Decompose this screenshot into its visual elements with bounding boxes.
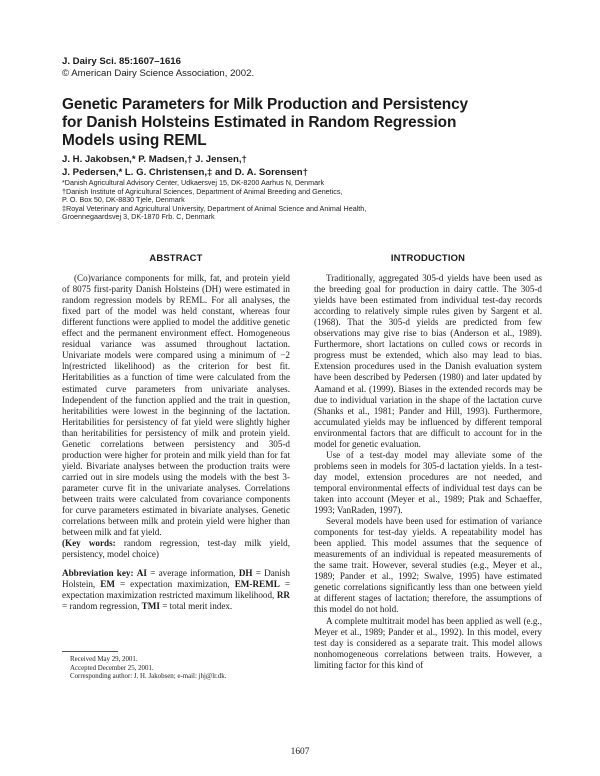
keywords-label: (Key words: bbox=[62, 538, 116, 549]
abstract-heading: ABSTRACT bbox=[149, 252, 203, 263]
abbrev-def: = expectation maximization restricted maximum likelihood, bbox=[62, 579, 291, 601]
abbrev-def: = expectation maximization, bbox=[119, 579, 230, 590]
abbrev-term: DH bbox=[238, 568, 253, 579]
abbreviation-key-label: Abbreviation key: bbox=[62, 568, 134, 579]
abstract-body: (Co)variance components for milk, fat, and protein yield of 8075 first-parity Danish Holsteins (DH) were estimated in random regression models by REML. For all analyses, the fixed part of the model was held constant, whereas four different functions were applied to model the additive genetic effect and the permanent environment effect. Homogeneous residual variance was assumed throughout lactation. Univariate models were compared using a minimum of −2 ln(restricted likelihood) as the criterion for best fit. Heritabilities as a function of time were calculated from the estimated curve parameters from univariate analyses. Independent of the function applied and the trait in question, heritabilities were lowest in the beginning of the lactation. Heritabilities for persistency of fat yield were slightly higher than heritabilities for persistency of milk and protein yield. Genetic correlations between persistency and 305-d production were higher for protein and milk yield than for fat yield. Bivariate analyses between the production traits were carried out in sire models using the models with the best 3-parameter curve fit in the univariate analyses. Correlations between traits were calculated from covariance components for curve parameters estimated in bivariate analyses. Genetic correlations between milk and protein yield were higher than between milk and fat yield. bbox=[62, 273, 290, 538]
abbrev-term: EM-REML bbox=[234, 579, 280, 590]
accepted-date: Accepted December 25, 2001. bbox=[70, 664, 154, 672]
affiliation-line: Groennegaardsvej 3, DK-1870 Frb. C, Denmark bbox=[62, 212, 215, 222]
abbrev-def: = average information, bbox=[150, 568, 236, 579]
affiliations bbox=[62, 179, 542, 222]
keywords bbox=[62, 538, 290, 560]
abstract-column bbox=[62, 252, 290, 612]
intro-paragraph: A complete multitrait model has been applied as well (e.g., Meyer et al., 1989; Pander et al., 1992). In this model, every test day is considered as a separate trait. This model allows nonhomogeneous correlations between traits. However, a limiting factor for this kind of bbox=[314, 615, 542, 670]
abbrev-term: RR bbox=[276, 590, 290, 601]
abbrev-def: = Danish Holstein, bbox=[62, 568, 290, 590]
footnote-divider bbox=[62, 651, 118, 652]
corresponding-author: Corresponding author: J. H. Jakobsen; e-mail: jhj@lr.dk. bbox=[70, 673, 227, 681]
intro-paragraph: Traditionally, aggregated 305-d yields have been used as the breeding goal for production in dairy cattle. The 305-d yields have been estimated from individual test-day records according to relatively simple rules given by Sargent et al. (1968). That the 305-d yields are predicted from few observations may give rise to bias (Anderson et al., 1989). Furthermore, short lactations on culled cows or records in progress must be extended, which also may lead to bias. Extension procedures used in the Danish evaluation system have been described by Pedersen (1980) and later updated by Aamand et al. (1999). Biases in the extended records may be due to individual variation in the shape of the lactation curve (Shanks et al., 1981; Pander and Hill, 1993). Furthermore, accumulated yields may be influenced by different temporal environmental factors that are difficult to account for in the model for genetic evaluation. bbox=[314, 273, 542, 449]
affiliation-line: *Danish Agricultural Advisory Center, Udkaersvej 15, DK-8200 Aarhus N, Denmark bbox=[62, 178, 325, 187]
author-line: J. Pedersen,* L. G. Christensen,‡ and D. A. Sorensen† bbox=[62, 167, 308, 178]
introduction-column bbox=[314, 252, 542, 671]
abbrev-term: EM bbox=[100, 579, 115, 590]
journal-header bbox=[62, 56, 254, 80]
author-list bbox=[62, 153, 542, 179]
intro-paragraph: Use of a test-day model may alleviate some of the problems seen in models for 305-d lactation yields. In a test-day model, extension procedures are not needed, and temporal environmental effects of individual test days can be taken into account (Meyer et al., 1989; Ptak and Schaeffer, 1993; VanRaden, 1997). bbox=[314, 449, 542, 516]
affiliation-line: †Danish Institute of Agricultural Sciences, Department of Animal Breeding and Genetics, bbox=[62, 186, 343, 196]
affiliation-line: ‡Royal Veterinary and Agricultural University, Department of Animal Science and Animal Health, bbox=[62, 203, 367, 213]
author-line: J. H. Jakobsen,* P. Madsen,† J. Jensen,† bbox=[62, 154, 247, 165]
affiliation-line: P. O. Box 50, DK-8830 Tjele, Denmark bbox=[62, 195, 185, 205]
page-number: 1607 bbox=[290, 747, 310, 757]
received-date: Received May 29, 2001. bbox=[70, 656, 138, 663]
abbreviation-key bbox=[62, 568, 290, 612]
abbrev-term: TMI bbox=[141, 601, 160, 612]
abbrev-def: = total merit index. bbox=[162, 601, 233, 612]
introduction-heading: INTRODUCTION bbox=[390, 252, 466, 263]
abbrev-term: AI bbox=[136, 568, 147, 579]
journal-reference: J. Dairy Sci. 85:1607–1616 bbox=[62, 56, 181, 67]
article-title: Genetic Parameters for Milk Production and Persistency for Danish Holsteins Estimated in Random Regression Models using REML bbox=[62, 96, 469, 149]
abbrev-def: = random regression, bbox=[62, 601, 140, 612]
intro-paragraph: Several models have been used for estimation of variance components for test-day yields. A repeatability model has been applied. This model assumes that the sequence of measurements of an individual is repeated measurements of the same trait. However, several studies (e.g., Meyer et al., 1989; Pander et al., 1992; Swalve, 1995) have estimated genetic correlations significantly less than one between yield at different stages of lactation; therefore, the assumptions of this model do not hold. bbox=[314, 516, 542, 615]
copyright-line: © American Dairy Science Association, 2002. bbox=[62, 68, 255, 79]
footnotes bbox=[62, 656, 290, 682]
keywords-text: random regression, test-day milk yield, persistency, model choice) bbox=[62, 538, 290, 560]
